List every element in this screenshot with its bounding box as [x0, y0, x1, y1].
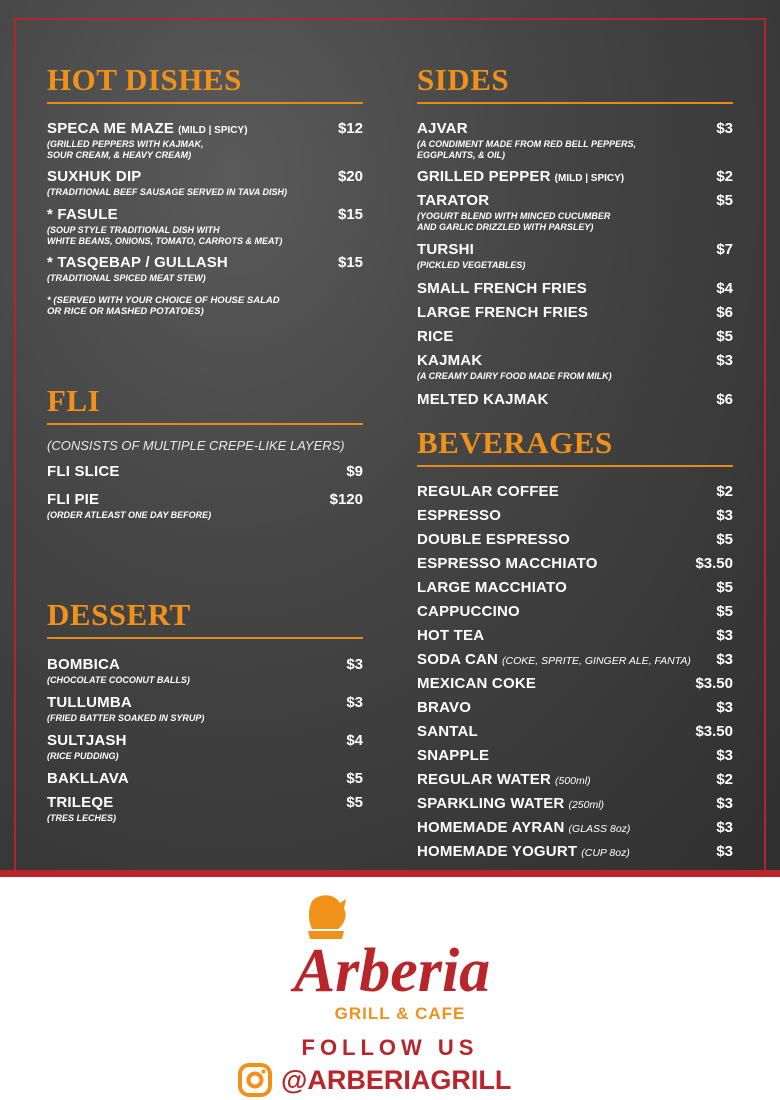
- side-item: [417, 192, 733, 233]
- item-price: $3.50: [695, 675, 733, 692]
- item-price: $3: [346, 656, 363, 673]
- beverage-item: [417, 579, 733, 597]
- item-name: SPECA ME MAZE: [47, 120, 175, 137]
- item-price: $12: [337, 120, 363, 137]
- item-tag: (MILD | SPICY): [178, 125, 248, 136]
- item-name: BOMBICA: [47, 656, 121, 673]
- instagram-handle[interactable]: @ARBERIAGRILL: [281, 1064, 512, 1095]
- dessert-item: [47, 732, 363, 762]
- beverage-item: [417, 603, 733, 621]
- item-description: (TRADITIONAL BEEF SAUSAGE SERVED IN TAVA DISH): [47, 187, 288, 197]
- dessert-item: [47, 694, 363, 724]
- beverage-item: [417, 555, 733, 573]
- item-name: * FASULE: [47, 206, 118, 223]
- item-price: $6: [716, 304, 733, 321]
- beverage-item: [417, 771, 733, 789]
- item-name: REGULAR COFFEE: [417, 483, 559, 500]
- item-name: DOUBLE ESPRESSO: [417, 531, 571, 548]
- item-name: SULTJASH: [47, 732, 127, 749]
- item-price: $7: [716, 241, 733, 258]
- side-item: [417, 241, 733, 271]
- hot-dish-item: [47, 168, 363, 198]
- brand-logo: [282, 887, 502, 1027]
- item-price: $5: [346, 794, 363, 811]
- item-price: $3: [716, 120, 733, 137]
- item-name: * TASQEBAP / GULLASH: [47, 254, 228, 271]
- item-name: HOT TEA: [417, 627, 485, 644]
- side-item: [417, 328, 733, 346]
- item-price: $3: [716, 352, 733, 369]
- beverage-item: [417, 531, 733, 549]
- item-name: AJVAR: [417, 120, 468, 137]
- item-price: $3: [716, 747, 733, 764]
- item-name: TARATOR: [417, 192, 490, 209]
- hot-dish-item: [47, 206, 363, 247]
- item-name: HOMEMADE AYRAN: [417, 819, 565, 836]
- svg-text:Arberia: Arberia: [293, 937, 491, 1005]
- beverage-item: [417, 747, 733, 765]
- dessert-heading: DESSERT: [47, 597, 191, 632]
- item-description: (A CREAMY DAIRY FOOD MADE FROM MILK): [417, 371, 612, 381]
- item-name: SNAPPLE: [417, 747, 490, 764]
- item-name: ESPRESSO MACCHIATO: [417, 555, 598, 572]
- hot-dishes-heading: HOT DISHES: [47, 62, 242, 97]
- item-description: (ORDER ATLEAST ONE DAY BEFORE): [47, 510, 212, 520]
- item-price: $2: [716, 483, 733, 500]
- item-price: $5: [716, 531, 733, 548]
- side-item: [417, 120, 733, 161]
- item-price: $3: [716, 507, 733, 524]
- side-item: [417, 280, 733, 298]
- footer-divider: [0, 870, 780, 877]
- item-name: BAKLLAVA: [47, 770, 129, 787]
- item-price: $20: [337, 168, 363, 185]
- fli-note: (CONSISTS OF MULTIPLE CREPE-LIKE LAYERS): [47, 438, 345, 453]
- item-tag: (MILD | SPICY): [554, 173, 625, 184]
- item-name: LARGE FRENCH FRIES: [417, 304, 589, 321]
- item-description: (YOGURT BLEND WITH MINCED CUCUMBER AND GARLIC DRIZZLED WITH PARSLEY): [417, 211, 611, 232]
- sides-heading: SIDES: [417, 62, 510, 97]
- item-name: SODA CAN: [417, 651, 499, 668]
- beverages-heading: BEVERAGES: [417, 425, 613, 460]
- item-name: KAJMAK: [417, 352, 483, 369]
- side-item: [417, 391, 733, 409]
- item-price: $120: [329, 491, 363, 508]
- item-price: $3: [716, 651, 733, 668]
- item-price: $5: [346, 770, 363, 787]
- item-price: $6: [716, 391, 733, 408]
- instagram-icon: [237, 1062, 273, 1098]
- hot-dish-item: [47, 254, 363, 284]
- side-item: [417, 168, 733, 186]
- dessert-item: [47, 770, 363, 788]
- item-price: $15: [337, 254, 363, 271]
- item-name: SANTAL: [417, 723, 478, 740]
- dessert-rule: [47, 637, 363, 639]
- dessert-item: [47, 794, 363, 824]
- item-description: (A CONDIMENT MADE FROM RED BELL PEPPERS, EGGPLANTS, & OIL): [417, 139, 637, 160]
- logo-mark-icon: [282, 887, 502, 1027]
- item-price: $3: [346, 694, 363, 711]
- item-name: HOMEMADE YOGURT: [417, 843, 578, 860]
- item-name: FLI PIE: [47, 491, 100, 508]
- item-name: MEXICAN COKE: [417, 675, 537, 692]
- item-subtitle: (500ml): [554, 775, 591, 787]
- item-name: SPARKLING WATER: [417, 795, 565, 812]
- svg-text:GRILL & CAFE: GRILL & CAFE: [334, 1004, 466, 1023]
- beverage-item: [417, 723, 733, 741]
- hot-dishes-footnote: * (SERVED WITH YOUR CHOICE OF HOUSE SALAD OR RICE OR MASHED POTATOES): [47, 295, 280, 317]
- item-name: TULLUMBA: [47, 694, 132, 711]
- side-item: [417, 304, 733, 322]
- beverage-item: [417, 795, 733, 813]
- fli-heading: FLI: [47, 383, 101, 418]
- beverage-item: [417, 627, 733, 645]
- fli-rule: [47, 423, 363, 425]
- item-description: (CHOCOLATE COCONUT BALLS): [47, 675, 190, 685]
- item-name: LARGE MACCHIATO: [417, 579, 567, 596]
- item-name: TURSHI: [417, 241, 475, 258]
- item-description: (FRIED BATTER SOAKED IN SYRUP): [47, 713, 205, 723]
- beverages-rule: [417, 465, 733, 467]
- social-handle-row[interactable]: [237, 1063, 511, 1097]
- beverage-item: [417, 843, 733, 861]
- item-price: $4: [716, 280, 733, 297]
- beverage-item: [417, 651, 733, 669]
- beverage-item: [417, 507, 733, 525]
- item-price: $2: [716, 771, 733, 788]
- item-description: (GRILLED PEPPERS WITH KAJMAK, SOUR CREAM, & HEAVY CREAM): [47, 139, 204, 160]
- item-subtitle: (GLASS 8oz): [568, 823, 631, 835]
- beverage-item: [417, 483, 733, 501]
- dessert-item: [47, 656, 363, 686]
- item-price: $3: [716, 699, 733, 716]
- item-name: RICE: [417, 328, 454, 345]
- item-name: CAPPUCCINO: [417, 603, 520, 620]
- item-name: GRILLED PEPPER: [417, 168, 551, 185]
- beverage-item: [417, 675, 733, 693]
- fli-item: [47, 491, 363, 521]
- item-subtitle: (250ml): [568, 799, 605, 811]
- item-name: SMALL FRENCH FRIES: [417, 280, 587, 297]
- item-price: $15: [337, 206, 363, 223]
- item-price: $3.50: [695, 555, 733, 572]
- beverage-item: [417, 819, 733, 837]
- item-name: MELTED KAJMAK: [417, 391, 549, 408]
- item-price: $4: [346, 732, 363, 749]
- hot-dish-item: [47, 120, 363, 161]
- item-price: $5: [716, 603, 733, 620]
- fli-item: [47, 463, 363, 481]
- item-name: SUXHUK DIP: [47, 168, 142, 185]
- item-price: $3: [716, 819, 733, 836]
- item-price: $5: [716, 579, 733, 596]
- item-price: $5: [716, 328, 733, 345]
- item-description: (PICKLED VEGETABLES): [417, 260, 526, 270]
- item-price: $3: [716, 795, 733, 812]
- item-description: (TRADITIONAL SPICED MEAT STEW): [47, 273, 206, 283]
- item-description: (RICE PUDDING): [47, 751, 119, 761]
- footer: [0, 877, 780, 1100]
- item-subtitle: (COKE, SPRITE, GINGER ALE, FANTA): [502, 655, 691, 667]
- item-description: (TRES LECHES): [47, 813, 117, 823]
- item-price: $3: [716, 627, 733, 644]
- item-price: $9: [346, 463, 363, 480]
- item-name: TRILEQE: [47, 794, 114, 811]
- item-subtitle: (CUP 8oz): [581, 847, 630, 859]
- item-name: BRAVO: [417, 699, 472, 716]
- item-price: $2: [716, 168, 733, 185]
- hot-dishes-rule: [47, 102, 363, 104]
- item-price: $3.50: [695, 723, 733, 740]
- item-price: $5: [716, 192, 733, 209]
- beverage-item: [417, 699, 733, 717]
- item-name: REGULAR WATER: [417, 771, 551, 788]
- item-description: (SOUP STYLE TRADITIONAL DISH WITH WHITE BEANS, ONIONS, TOMATO, CARROTS & MEAT): [47, 225, 283, 246]
- item-price: $3: [716, 843, 733, 860]
- item-name: FLI SLICE: [47, 463, 120, 480]
- follow-us-label: FOLLOW US: [301, 1035, 479, 1060]
- item-name: ESPRESSO: [417, 507, 502, 524]
- sides-rule: [417, 102, 733, 104]
- side-item: [417, 352, 733, 382]
